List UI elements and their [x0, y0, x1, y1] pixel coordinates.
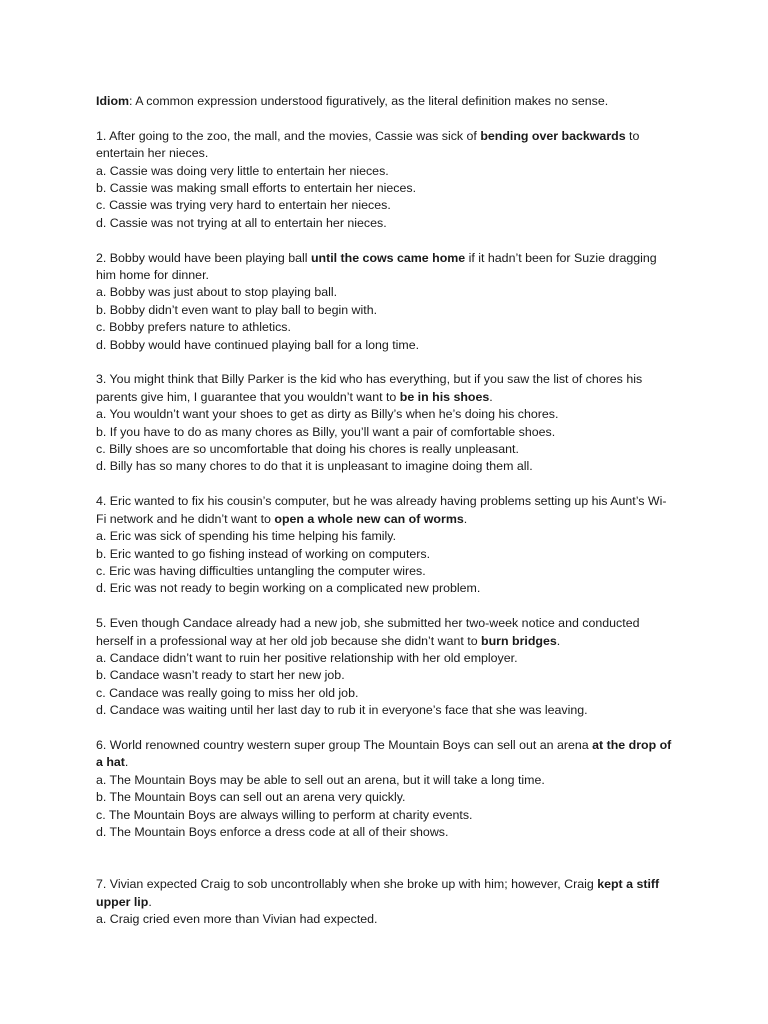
answer-option: c. Eric was having difficulties untangling the computer wires. [96, 563, 426, 578]
idiom-phrase: be in his shoes [399, 389, 490, 404]
question-stem [96, 737, 676, 772]
stem-text: . [148, 894, 152, 909]
question-5 [96, 615, 676, 719]
answer-option: c. The Mountain Boys are always willing to perform at charity events. [96, 807, 473, 822]
answer-option: a. Craig cried even more than Vivian had expected. [96, 911, 378, 926]
stem-text: to entertain her nieces. [96, 128, 640, 161]
question-stem [96, 128, 676, 163]
answer-option: a. You wouldn’t want your shoes to get as dirty as Billy’s when he’s doing his chores. [96, 407, 559, 422]
question-stem [96, 876, 676, 911]
answer-option: d. Eric was not ready to begin working on a complicated new problem. [96, 581, 481, 596]
answer-option: b. Bobby didn’t even want to play ball to begin with. [96, 302, 378, 317]
stem-text: . [463, 511, 468, 526]
answer-option: d. Cassie was not trying at all to entertain her nieces. [96, 215, 387, 230]
idiom-phrase: bending over backwards [480, 128, 626, 143]
question-3 [96, 371, 676, 475]
answer-option: a. Cassie was doing very little to entertain her nieces. [96, 163, 389, 178]
idiom-definition [96, 93, 676, 110]
answer-option: c. Bobby prefers nature to athletics. [96, 320, 291, 335]
answer-option: a. The Mountain Boys may be able to sell out an arena, but it will take a long time. [96, 772, 545, 787]
stem-text: 5. Even though Candace already had a new job, she submitted her two-week notice and conducted herself in a professional way at her old job because she didn’t want to [96, 616, 640, 648]
question-1 [96, 128, 676, 232]
answer-option: a. Candace didn’t want to ruin her positive relationship with her old employer. [96, 650, 518, 665]
definition-text: : A common expression understood figuratively, as the literal definition makes no sense. [129, 94, 609, 108]
stem-text: . [556, 633, 561, 648]
answer-option: b. The Mountain Boys can sell out an arena very quickly. [96, 790, 406, 805]
answer-option: d. Bobby would have continued playing ball for a long time. [96, 337, 420, 352]
stem-text: if it hadn’t been for Suzie dragging him home for dinner. [96, 250, 657, 283]
stem-text: 2. Bobby would have been playing ball [96, 250, 311, 265]
idiom-phrase: open a whole new can of worms [274, 511, 464, 526]
stem-text: 6. World renowned country western super group The Mountain Boys can sell out an arena [96, 737, 593, 752]
answer-option: a. Eric was sick of spending his time helping his family. [96, 529, 397, 544]
answer-option: c. Candace was really going to miss her old job. [96, 685, 359, 700]
answer-option: d. Candace was waiting until her last day to rub it in everyone’s face that she was leaving. [96, 703, 588, 718]
question-6 [96, 737, 676, 841]
question-2 [96, 250, 676, 354]
stem-text: . [124, 755, 129, 770]
document-body [96, 93, 676, 946]
question-7 [96, 876, 676, 928]
answer-option: a. Bobby was just about to stop playing ball. [96, 285, 338, 300]
stem-text: 3. You might think that Billy Parker is the kid who has everything, but if you saw the list of chores his parents give him, I guarantee that you wouldn’t want to [96, 372, 643, 404]
question-stem [96, 250, 676, 285]
question-stem [96, 615, 676, 650]
definition-term: Idiom [96, 94, 130, 108]
answer-option: d. Billy has so many chores to do that it is unpleasant to imagine doing them all. [96, 459, 533, 474]
stem-text: 7. Vivian expected Craig to sob uncontrollably when she broke up with him; however, Craig [96, 877, 598, 892]
question-stem [96, 371, 676, 406]
answer-option: b. Candace wasn’t ready to start her new job. [96, 668, 345, 683]
answer-option: c. Billy shoes are so uncomfortable that doing his chores is really unpleasant. [96, 442, 519, 457]
idiom-phrase: burn bridges [481, 633, 557, 648]
answer-option: b. Eric wanted to go fishing instead of working on computers. [96, 546, 431, 561]
answer-option: d. The Mountain Boys enforce a dress code at all of their shows. [96, 824, 449, 839]
idiom-phrase: kept a stiff upper lip [96, 877, 660, 909]
answer-option: c. Cassie was trying very hard to entertain her nieces. [96, 198, 391, 213]
stem-text: 4. Eric wanted to fix his cousin’s computer, but he was already having problems setting up his Aunt’s Wi-Fi network and he didn’t want to [96, 494, 667, 526]
answer-option: b. If you have to do as many chores as Billy, you’ll want a pair of comfortable shoes. [96, 424, 556, 439]
idiom-phrase: until the cows came home [310, 250, 466, 265]
stem-text: 1. After going to the zoo, the mall, and the movies, Cassie was sick of [96, 128, 481, 143]
question-stem [96, 493, 676, 528]
idiom-phrase: at the drop of a hat [96, 737, 672, 770]
question-4 [96, 493, 676, 597]
stem-text: . [489, 389, 493, 404]
answer-option: b. Cassie was making small efforts to entertain her nieces. [96, 181, 417, 196]
